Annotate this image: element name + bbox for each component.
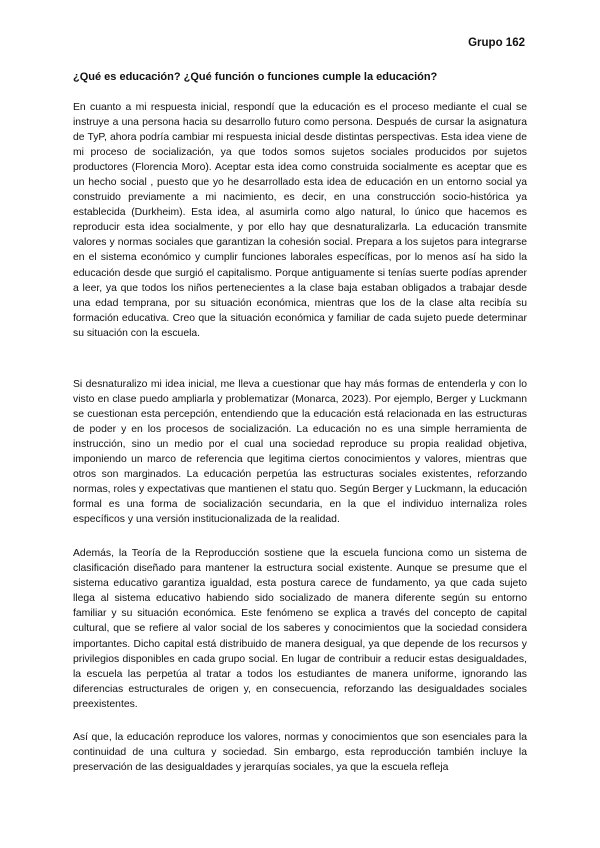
paragraph-conclusion: Así que, la educación reproduce los valores, normas y conocimientos que son esenciales para la continuidad de una cultura y sociedad. Sin embargo, esta reproducción también incluye la preservación de las desigualdades y jerarquías sociales, ya que la escuela refleja <box>73 731 527 773</box>
document-body <box>73 100 527 795</box>
group-label: Grupo 162 <box>468 37 525 49</box>
paragraph-reproduction-theory: Además, la Teoría de la Reproducción sostiene que la escuela funciona como un sistema de clasificación diseñado para mantener la estructura social existente. Aunque se presume que el sistema educativo garantiza igualdad, esta postura carece de fundamento, ya que cada sujeto llega al sistema educativo habiendo sido socializado de manera diferente según su entorno familiar y su situación económica. Este fenómeno se explica a través del concepto de capital cultural, que se refiere al valor social de los saberes y conocimientos que la sociedad considera importantes. Dicho capital está distribuido de manera desigual, ya que depende de los recursos y privilegios disponibles en cada grupo social. En lugar de contribuir a reducir estas desigualdades, la escuela las perpetúa al tratar a todos los estudiantes de manera uniforme, ignorando las diferencias estructurales de origen y, en consecuencia, reforzando las desigualdades sociales preexistentes. <box>73 548 527 710</box>
paragraph-denaturalization: Si desnaturalizo mi idea inicial, me lleva a cuestionar que hay más formas de entenderla y con lo visto en clase puedo ampliarla y problematizar (Monarca, 2023). Por ejemplo, Berger y Luckmann se cuestionan esta percepción, entendiendo que la educación está relacionada en las estructuras de poder y en los procesos de socialización. La educación no es una simple herramienta de instrucción, sino un medio por el cual una sociedad reproduce su propia realidad objetiva, imponiendo un marco de referencia que legitima ciertos conocimientos y valores, mientras que otros son marginados. La educación perpetúa las estructuras sociales existentes, reforzando normas, roles y expectativas que mantienen el statu quo. Según Berger y Luckmann, la educación formal es una forma de socialización secundaria, en la que el individuo internaliza roles específicos y una versión institucionalizada de la realidad. <box>73 378 527 526</box>
paragraph-initial-answer: En cuanto a mi respuesta inicial, respondí que la educación es el proceso mediante el cual se instruye a una persona hacia su desarrollo futuro como persona. Después de cursar la asignatura de TyP, ahora podría cambiar mi respuesta inicial desde distintas perspectivas. Esta idea viene de mi proceso de socialización, ya que todos somos sujetos sociales producidos por sujetos productores (Florencia Moro). Aceptar esta idea como construida socialmente es aceptar que es un hecho social , puesto que yo he desarrollado esta idea de educación en un entorno social ya construido previamente a mi nacimiento, es decir, en una construcción socio-histórica ya establecida (Durkheim). Esta idea, al asumirla como algo natural, lo único que hacemos es reproducir esta idea socialmente, y por ello hay que desnaturalizarla. La educación transmite valores y normas sociales que garantizan la cohesión social. Prepara a los sujetos para integrarse en el sistema económico y cumplir funciones laborales específicas, por lo menos así ha sido la educación desde que surgió el capitalismo. Porque antiguamente si tenías suerte podías aprender a leer, ya que todos los niños pertenecientes a la clase baja estaban obligados a trabajar desde una edad temprana, por su situación económica, mientras que los de la clase alta recibía su formación educativa. Creo que la situación económica y familiar de cada sujeto puede determinar su situación con la escuela. <box>73 102 527 339</box>
document-title: ¿Qué es educación? ¿Qué función o funciones cumple la educación? <box>73 71 438 83</box>
